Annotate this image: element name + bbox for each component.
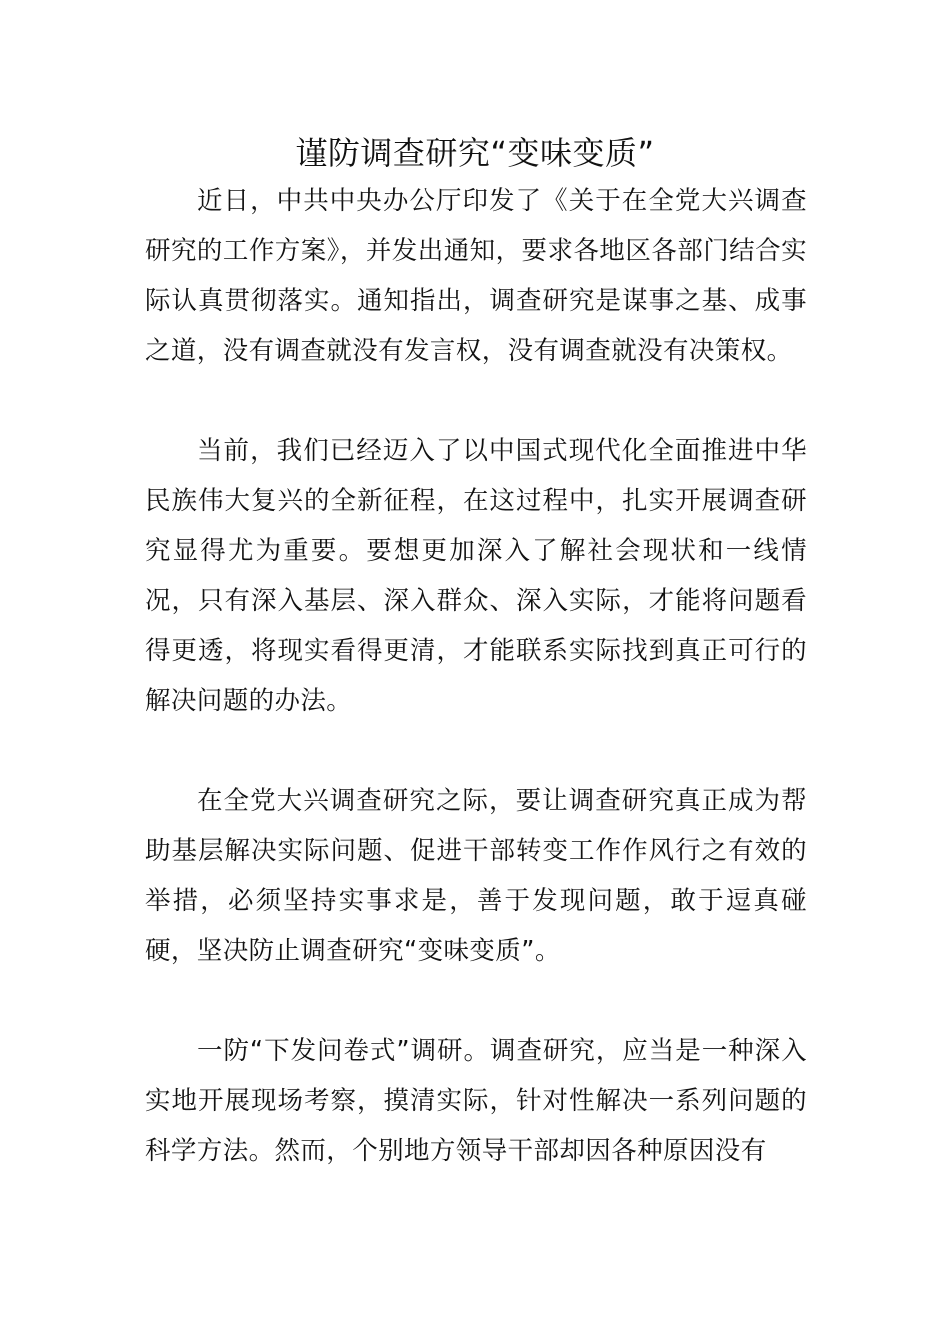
document-body (145, 176, 807, 1226)
paragraph-1: 近日，中共中央办公厅印发了《关于在全党大兴调查研究的工作方案》，并发出通知，要求各地区各部门结合实际认真贯彻落实。通知指出，调查研究是谋事之基、成事之道，没有调查就没有发言权，没有调查就没有决策权。 (145, 186, 807, 366)
paragraph-2: 当前，我们已经迈入了以中国式现代化全面推进中华民族伟大复兴的全新征程，在这过程中，扎实开展调查研究显得尤为重要。要想更加深入了解社会现状和一线情况，只有深入基层、深入群众、深入实际，才能将问题看得更透，将现实看得更清，才能联系实际找到真正可行的解决问题的办法。 (145, 436, 807, 716)
paragraph-4: 一防“下发问卷式”调研。调查研究，应当是一种深入实地开展现场考察，摸清实际，针对性解决一系列问题的科学方法。然而，个别地方领导干部却因各种原因没有 (145, 1036, 807, 1166)
document-title: 谨防调查研究“变味变质” (295, 134, 655, 172)
paragraph-3: 在全党大兴调查研究之际，要让调查研究真正成为帮助基层解决实际问题、促进干部转变工作作风行之有效的举措，必须坚持实事求是，善于发现问题，敢于逗真碰硬，坚决防止调查研究“变味变质”。 (145, 786, 807, 966)
